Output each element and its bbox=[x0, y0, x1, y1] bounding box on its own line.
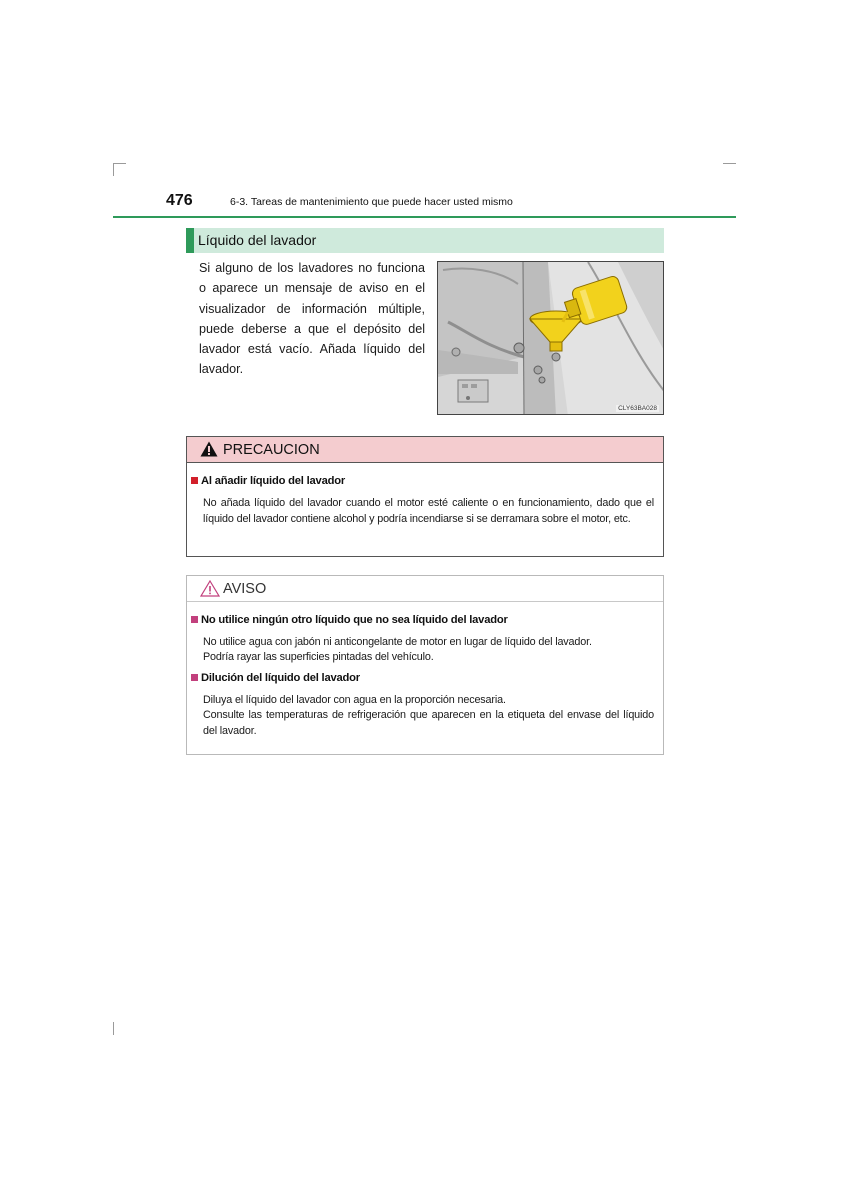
section-title: Líquido del lavador bbox=[198, 232, 317, 248]
crop-mark bbox=[113, 163, 126, 164]
aviso-header bbox=[187, 576, 663, 602]
bullet-square bbox=[191, 616, 198, 623]
bullet-square bbox=[191, 477, 198, 484]
crop-mark bbox=[723, 163, 736, 164]
aviso-item-text-line: Podría rayar las superficies pintadas del vehículo. bbox=[203, 651, 434, 663]
precaucion-box bbox=[186, 436, 664, 557]
aviso-item-heading: Dilución del líquido del lavador bbox=[191, 672, 360, 684]
crop-mark bbox=[113, 163, 114, 176]
aviso-box bbox=[186, 575, 664, 755]
page-header bbox=[113, 190, 736, 218]
aviso-item-heading: No utilice ningún otro líquido que no sea líquido del lavador bbox=[191, 614, 508, 626]
intro-paragraph: Si alguno de los lavadores no funciona o aparece un mensaje de aviso en el visualizador de información múltiple, puede deberse a que el depósito del lavador está vacío. Añada líquido del lavador. bbox=[199, 261, 425, 377]
engine-bay-drawing bbox=[438, 262, 664, 415]
aviso-item-text-line: Consulte las temperaturas de refrigeración que aparecen en la etiqueta del envase del líquido del lavador. bbox=[203, 709, 654, 737]
aviso-title: AVISO bbox=[223, 581, 267, 597]
washer-fluid-illustration bbox=[437, 261, 664, 415]
crop-mark bbox=[113, 1022, 114, 1035]
aviso-item-text-line: Diluya el líquido del lavador con agua en la proporción necesaria. bbox=[203, 694, 506, 706]
bullet-square bbox=[191, 674, 198, 681]
warning-outline-icon bbox=[200, 580, 220, 597]
precaucion-title: PRECAUCION bbox=[223, 442, 320, 458]
warning-icon bbox=[200, 441, 218, 457]
figure-code: CLY63BA028 bbox=[618, 405, 657, 412]
page-number: 476 bbox=[166, 192, 193, 209]
precaucion-header bbox=[187, 437, 663, 463]
precaucion-item-text: No añada líquido del lavador cuando el motor esté caliente o en funcionamiento, dado que el líquido del lavador contiene alcohol y podría incendiarse si se derramara sobre el motor, etc. bbox=[203, 497, 654, 525]
aviso-item-text-line: No utilice agua con jabón ni anticongelante de motor en lugar de líquido del lavador. bbox=[203, 636, 592, 648]
precaucion-item-heading: Al añadir líquido del lavador bbox=[191, 475, 345, 487]
section-header bbox=[186, 228, 664, 253]
chapter-title: 6-3. Tareas de mantenimiento que puede hacer usted mismo bbox=[230, 196, 513, 208]
